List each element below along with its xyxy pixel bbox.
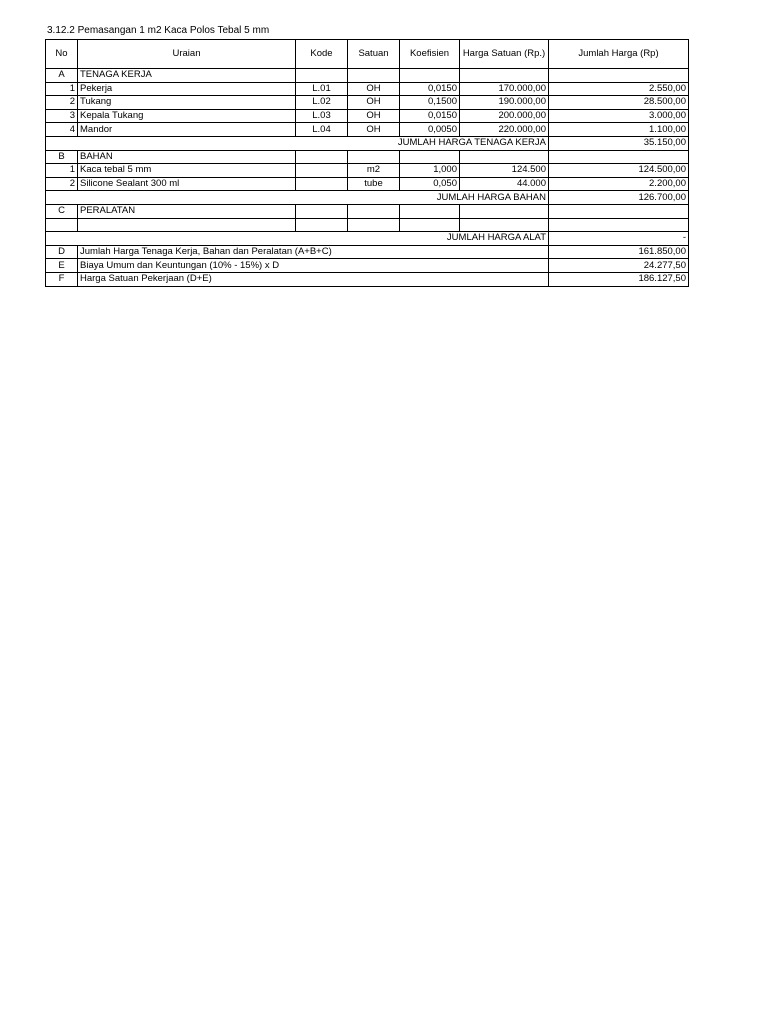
empty-cell [460,150,549,164]
section-c-no: C [46,204,78,218]
section-b-total-label: JUMLAH HARGA BAHAN [46,191,549,205]
item-uraian: Tukang [78,96,296,110]
item-jumlah: 2.200,00 [549,177,689,191]
header-no: No [46,40,78,69]
summary-e-label: Biaya Umum dan Keuntungan (10% - 15%) x D [78,259,549,273]
item-harga: 170.000,00 [460,82,549,96]
item-jumlah: 28.500,00 [549,96,689,110]
section-a-total-value: 35.150,00 [549,136,689,150]
item-kode [296,177,348,191]
empty-cell [549,150,689,164]
item-no: 4 [46,123,78,137]
item-harga: 200.000,00 [460,109,549,123]
empty-cell [549,204,689,218]
summary-row-f [46,272,689,286]
item-koefisien: 0,1500 [400,96,460,110]
empty-cell [400,69,460,83]
item-satuan: OH [348,123,400,137]
item-kode: L.02 [296,96,348,110]
item-koefisien: 0,0150 [400,82,460,96]
item-uraian: Kaca tebal 5 mm [78,164,296,178]
item-harga: 44.000 [460,177,549,191]
item-jumlah: 1.100,00 [549,123,689,137]
section-a-no: A [46,69,78,83]
section-a-heading [46,69,689,83]
item-jumlah: 3.000,00 [549,109,689,123]
table-row [46,109,689,123]
item-kode: L.01 [296,82,348,96]
section-c-label: PERALATAN [78,204,296,218]
item-harga: 190.000,00 [460,96,549,110]
empty-cell [400,218,460,232]
empty-cell [549,69,689,83]
section-c-total-value: - [549,232,689,246]
item-koefisien: 0,050 [400,177,460,191]
empty-cell [348,218,400,232]
empty-cell [296,150,348,164]
summary-d-label: Jumlah Harga Tenaga Kerja, Bahan dan Peralatan (A+B+C) [78,245,549,259]
subtotal-row [46,232,689,246]
item-kode: L.03 [296,109,348,123]
empty-cell [400,204,460,218]
summary-f-value: 186.127,50 [549,272,689,286]
item-uraian: Mandor [78,123,296,137]
subtotal-row [46,191,689,205]
section-a-total-label: JUMLAH HARGA TENAGA KERJA [46,136,549,150]
section-b-label: BAHAN [78,150,296,164]
empty-cell [549,218,689,232]
item-harga: 124.500 [460,164,549,178]
item-no: 1 [46,164,78,178]
item-satuan: OH [348,82,400,96]
table-row [46,123,689,137]
item-koefisien: 0,0050 [400,123,460,137]
empty-cell [296,204,348,218]
cost-analysis-table [45,39,689,287]
item-harga: 220.000,00 [460,123,549,137]
empty-cell [460,204,549,218]
item-uraian: Kepala Tukang [78,109,296,123]
table-row [46,164,689,178]
section-c-heading [46,204,689,218]
item-satuan: OH [348,96,400,110]
summary-d-no: D [46,245,78,259]
empty-cell [296,218,348,232]
table-row [46,177,689,191]
summary-e-value: 24.277,50 [549,259,689,273]
header-kode: Kode [296,40,348,69]
item-jumlah: 124.500,00 [549,164,689,178]
item-koefisien: 1,000 [400,164,460,178]
item-no: 3 [46,109,78,123]
section-b-no: B [46,150,78,164]
empty-cell [78,218,296,232]
section-b-heading [46,150,689,164]
item-satuan: m2 [348,164,400,178]
header-harga-satuan: Harga Satuan (Rp.) [460,40,549,69]
item-kode [296,164,348,178]
item-kode: L.04 [296,123,348,137]
item-satuan: OH [348,109,400,123]
summary-f-no: F [46,272,78,286]
item-no: 2 [46,177,78,191]
item-koefisien: 0,0150 [400,109,460,123]
item-no: 1 [46,82,78,96]
item-jumlah: 2.550,00 [549,82,689,96]
empty-cell [460,69,549,83]
item-satuan: tube [348,177,400,191]
item-uraian: Pekerja [78,82,296,96]
empty-cell [460,218,549,232]
summary-d-value: 161.850,00 [549,245,689,259]
summary-row-d [46,245,689,259]
empty-cell [348,150,400,164]
empty-cell [46,218,78,232]
page-title: 3.12.2 Pemasangan 1 m2 Kaca Polos Tebal 5 mm [47,25,270,36]
section-c-total-label: JUMLAH HARGA ALAT [46,232,549,246]
empty-cell [348,69,400,83]
item-no: 2 [46,96,78,110]
header-koefisien: Koefisien [400,40,460,69]
header-row [46,40,689,69]
section-a-label: TENAGA KERJA [78,69,296,83]
empty-cell [348,204,400,218]
item-uraian: Silicone Sealant 300 ml [78,177,296,191]
header-satuan: Satuan [348,40,400,69]
table-row [46,218,689,232]
subtotal-row [46,136,689,150]
header-jumlah-harga: Jumlah Harga (Rp) [549,40,689,69]
table-row [46,82,689,96]
empty-cell [296,69,348,83]
empty-cell [400,150,460,164]
section-b-total-value: 126.700,00 [549,191,689,205]
summary-e-no: E [46,259,78,273]
table-row [46,96,689,110]
summary-f-label: Harga Satuan Pekerjaan (D+E) [78,272,549,286]
summary-row-e [46,259,689,273]
header-uraian: Uraian [78,40,296,69]
